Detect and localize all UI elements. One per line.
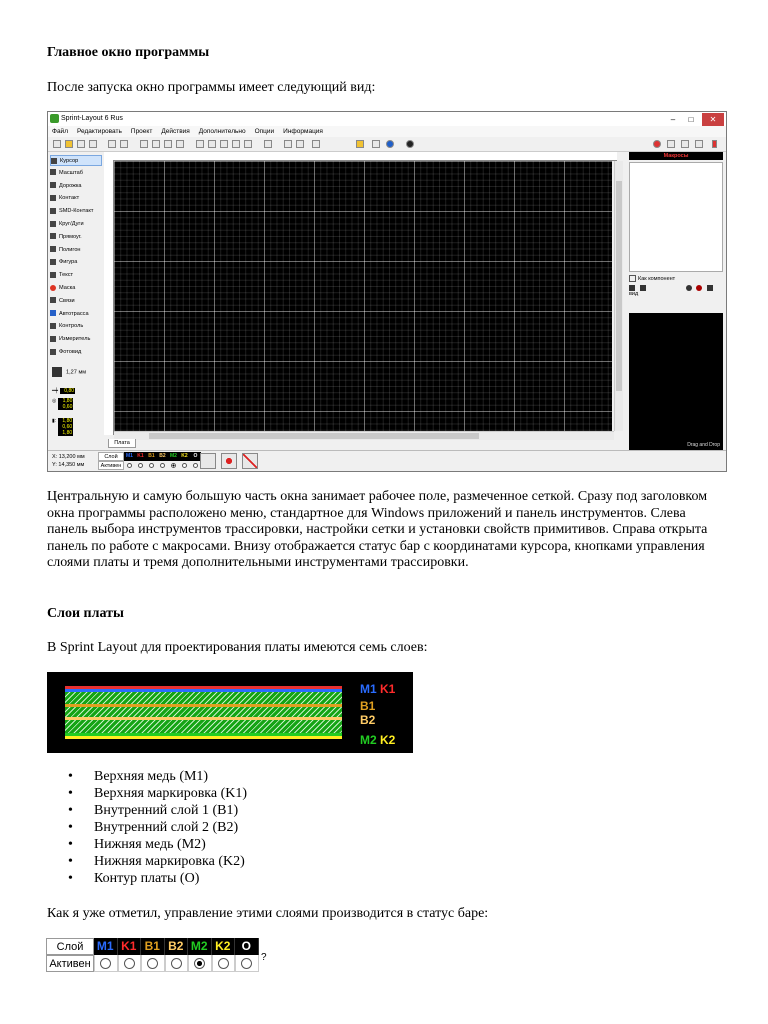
list-item: • Контур платы (O) — [68, 870, 247, 887]
tool-icon — [50, 233, 56, 239]
active-layer-radio[interactable] — [168, 461, 179, 470]
layers-list — [68, 768, 247, 887]
tool-item[interactable] — [50, 296, 102, 307]
macro-tree[interactable] — [629, 162, 723, 272]
track-width-icon: ━┿ — [52, 388, 59, 394]
ungroup-icon[interactable] — [264, 140, 272, 148]
window-titlebar — [48, 112, 726, 126]
tool-item[interactable] — [50, 206, 102, 217]
layer-row-label: Слой — [46, 938, 94, 955]
mini-active-label: Активен — [98, 461, 124, 470]
tool-label: SMD-Контакт — [59, 208, 94, 215]
layers-intro-paragraph: В Sprint Layout для проектирования платы имеются семь слоев: — [47, 640, 428, 655]
tool-icon — [50, 272, 56, 278]
tool-label: Масштаб — [59, 169, 83, 176]
tool-icon — [50, 323, 56, 329]
tool-label: Дорожка — [59, 182, 82, 189]
active-layer-radio[interactable] — [165, 955, 189, 972]
tool-label: Курсор — [60, 158, 79, 164]
radio-icon — [127, 463, 132, 468]
horizontal-ruler — [104, 152, 617, 161]
vertical-scroll-thumb[interactable] — [616, 181, 622, 391]
tool-item[interactable] — [50, 270, 102, 281]
tool-label: Автотрасса — [59, 310, 89, 317]
description-paragraph: Центральную и самую большую часть окна занимает рабочее поле, размеченное сеткой. Сразу под заголовком окна программы расположено меню, стандартное для Windows приложений и панель инструментов. Слева панель выбора инструментов трассировки, настройки сетки и установки свойств примитивов. Справа открыта панель по работе с макросами. Внизу отображается статус бар с координатами курсора, кнопками управления слоями платы и тремя дополнительными инструментами трассировки. — [47, 489, 708, 570]
align-icon[interactable] — [232, 140, 240, 148]
radio-icon — [241, 958, 252, 969]
tool-icon — [50, 182, 56, 188]
active-layer-radio[interactable] — [146, 461, 157, 470]
pad-icon: ◎ — [52, 398, 57, 404]
as-component-label: Как компонент — [638, 275, 676, 282]
tool-icon — [50, 221, 56, 227]
vertical-ruler — [104, 160, 114, 435]
help-mark[interactable]: ? — [261, 952, 267, 963]
tool-item[interactable] — [50, 347, 102, 358]
minimize-icon[interactable]: – — [670, 115, 676, 124]
active-layer-radio[interactable] — [188, 955, 212, 972]
heading-main-window: Главное окно программы — [47, 45, 210, 60]
checkbox-icon — [629, 275, 636, 282]
record-icon[interactable] — [696, 285, 702, 291]
label-k1: K1 — [380, 682, 396, 696]
mini-layer-label: Слой — [98, 452, 124, 461]
tool-item[interactable] — [50, 257, 102, 268]
rotate-icon[interactable] — [208, 140, 216, 148]
tool-item[interactable] — [50, 334, 102, 345]
pad-size-setting[interactable] — [52, 398, 73, 410]
track-width-value[interactable]: 0,80 — [60, 388, 75, 394]
person-icon[interactable] — [707, 285, 713, 291]
tool-label: Контакт — [59, 195, 80, 202]
radio-icon — [193, 463, 198, 468]
menu-item[interactable]: Дополнительно — [198, 128, 246, 135]
list-item: • Нижняя маркировка (K2) — [68, 853, 247, 870]
tool-item[interactable] — [50, 181, 102, 192]
open-folder-icon[interactable] — [65, 140, 73, 148]
menu-item[interactable]: Опции — [254, 128, 275, 135]
substrate-middle — [65, 707, 342, 717]
radio-icon — [160, 463, 165, 468]
vertical-scrollbar[interactable] — [614, 161, 623, 431]
active-layer-radio[interactable] — [212, 955, 236, 972]
status-bar — [48, 450, 726, 472]
tool-icon — [50, 195, 56, 201]
label-m2: M2 — [360, 733, 377, 747]
layer-code[interactable]: K1 — [118, 938, 142, 955]
tool-label: Фотовид — [59, 349, 82, 355]
tool-icon — [50, 349, 56, 355]
track-width-setting[interactable] — [52, 388, 75, 394]
work-area-grid[interactable] — [114, 161, 612, 431]
list-item: • Нижняя медь (M2) — [68, 836, 247, 853]
grid-value: 1,27 мм — [66, 369, 87, 376]
gerber-icon[interactable] — [681, 140, 689, 148]
tool-label: Измеритель — [59, 336, 91, 343]
label-b1: B1 — [360, 699, 376, 713]
magnifier-icon[interactable] — [356, 140, 364, 148]
radio-icon — [171, 958, 182, 969]
settings-gear-icon[interactable] — [406, 140, 414, 148]
layer-k2-strip — [65, 736, 342, 739]
drill-icon[interactable] — [695, 140, 703, 148]
tool-label: Полигон — [59, 246, 81, 253]
macro-toolbar — [629, 285, 723, 297]
drag-drop-label: Drag and Drop — [687, 442, 720, 448]
control-paragraph: Как я уже отметил, управление этими слоями производится в статус баре: — [47, 906, 489, 921]
tool-item[interactable] — [50, 245, 102, 256]
layer-code[interactable]: M1 — [94, 938, 118, 955]
smd-height-value[interactable]: 0,60 — [58, 424, 73, 430]
tool-icon — [51, 158, 57, 164]
layer-code[interactable]: K2 — [179, 452, 190, 461]
coord-x: X: 13,200 мм — [52, 454, 85, 460]
layer-code[interactable]: O — [190, 452, 201, 461]
as-component-checkbox[interactable] — [629, 275, 675, 282]
properties-icon[interactable] — [312, 140, 320, 148]
substrate-lower — [65, 720, 342, 733]
save-icon[interactable] — [77, 140, 85, 148]
horizontal-scroll-thumb[interactable] — [149, 433, 479, 439]
tool-icon — [50, 336, 56, 342]
redo-icon[interactable] — [120, 140, 128, 148]
delete-macro-icon[interactable] — [640, 285, 646, 291]
menu-item[interactable]: Редактировать — [76, 128, 122, 135]
horizontal-scrollbar[interactable] — [114, 431, 614, 440]
app-icon — [50, 114, 59, 123]
mini-layer-control — [98, 452, 201, 470]
tool-item[interactable] — [50, 219, 102, 230]
smd-extra-value[interactable]: 1,80 — [58, 430, 73, 436]
refresh-icon[interactable] — [686, 285, 692, 291]
save-macro-icon[interactable] — [629, 285, 635, 291]
macro-panel-title: Макросы — [629, 152, 723, 160]
list-item: • Внутренний слой 1 (B1) — [68, 802, 247, 819]
layer-row — [46, 938, 259, 955]
menu-item[interactable]: Информация — [283, 128, 323, 135]
tool-icon — [50, 208, 56, 214]
tool-label: Связи — [59, 297, 75, 304]
layer-code[interactable]: M2 — [168, 452, 179, 461]
active-layer-radio[interactable] — [141, 955, 165, 972]
layer-code[interactable]: M1 — [124, 452, 135, 461]
grid-icon — [52, 367, 62, 377]
radio-icon — [182, 463, 187, 468]
label-b2: B2 — [360, 713, 376, 727]
unlock-icon[interactable] — [296, 140, 304, 148]
extra-tools — [200, 453, 258, 469]
menu-item[interactable]: Файл — [52, 128, 68, 135]
crosshair-tool-icon[interactable] — [221, 453, 237, 469]
radio-icon — [124, 958, 135, 969]
tool-item[interactable] — [50, 193, 102, 204]
layer-stack-figure — [47, 672, 413, 753]
layer-code[interactable]: M2 — [188, 938, 212, 955]
tool-icon — [50, 297, 56, 303]
lock-icon[interactable] — [284, 140, 292, 148]
macro-preview[interactable] — [629, 313, 723, 450]
tool-item[interactable] — [50, 232, 102, 243]
list-item: • Верхняя медь (M1) — [68, 768, 247, 785]
close-icon[interactable]: ✕ — [702, 113, 724, 127]
active-row-label: Активен — [46, 955, 94, 972]
list-item: • Внутренний слой 2 (B2) — [68, 819, 247, 836]
grid-setting[interactable] — [52, 367, 86, 377]
program-window-screenshot — [47, 111, 727, 472]
layer-code[interactable]: B2 — [157, 452, 168, 461]
cursor-coordinates — [52, 453, 85, 469]
maximize-icon[interactable]: □ — [688, 115, 694, 124]
tool-item[interactable] — [50, 283, 102, 294]
active-layer-radio[interactable] — [157, 461, 168, 470]
tool-item[interactable] — [50, 309, 102, 320]
radio-icon — [147, 958, 158, 969]
mini-active-row — [98, 461, 201, 470]
smd-width-value[interactable]: 1,80 — [58, 418, 73, 424]
copy-icon[interactable] — [152, 140, 160, 148]
layer-code[interactable]: B1 — [141, 938, 165, 955]
main-toolbar — [48, 137, 726, 152]
stop-icon[interactable] — [653, 140, 661, 148]
panel-toggle-icon[interactable] — [712, 140, 717, 148]
active-layer-radio[interactable] — [94, 955, 118, 972]
smd-size-setting[interactable] — [52, 418, 73, 436]
radio-icon — [171, 463, 176, 468]
duplicate-icon[interactable] — [196, 140, 204, 148]
layer-code[interactable]: B2 — [165, 938, 189, 955]
window-title: Sprint-Layout 6 Rus — [61, 115, 123, 122]
tool-icon — [50, 259, 56, 265]
group-icon[interactable] — [244, 140, 252, 148]
tools-panel — [48, 152, 103, 442]
radio-icon — [194, 958, 205, 969]
radio-icon — [100, 958, 111, 969]
tool-label: Прямоуг. — [59, 233, 82, 240]
tool-label: Текст — [59, 272, 74, 279]
active-row — [46, 955, 259, 972]
tool-label: Круг/Дуги — [59, 221, 84, 227]
active-layer-radio[interactable] — [235, 955, 259, 972]
label-m1-k1 — [360, 682, 395, 696]
print-icon[interactable] — [89, 140, 97, 148]
smd-icon: ▮: — [52, 418, 57, 424]
export-icon[interactable] — [667, 140, 675, 148]
menu-item[interactable]: Проект — [130, 128, 153, 135]
pad-outer-value[interactable]: 1,80 — [58, 398, 73, 404]
label-m1: M1 — [360, 682, 377, 696]
tab-board[interactable]: Плата — [108, 439, 136, 448]
mirror-icon[interactable] — [220, 140, 228, 148]
list-item: • Верхняя маркировка (K1) — [68, 785, 247, 802]
active-layer-radio[interactable] — [124, 461, 135, 470]
layer-code[interactable]: O — [235, 938, 259, 955]
intro-paragraph: После запуска окно программы имеет следующий вид: — [47, 80, 376, 95]
layer-code[interactable]: K1 — [135, 452, 146, 461]
layer-control-bar — [46, 938, 267, 972]
tool-icon — [50, 310, 56, 316]
tool-icon — [50, 285, 56, 291]
tool-item[interactable] — [50, 155, 102, 166]
zoom-fit-icon[interactable] — [372, 140, 380, 148]
paste-icon[interactable] — [164, 140, 172, 148]
mini-layer-row — [98, 452, 201, 461]
tool-item[interactable] — [50, 321, 102, 332]
tool-label: Маска — [59, 285, 76, 291]
layer-code[interactable]: B1 — [146, 452, 157, 461]
info-icon[interactable] — [386, 140, 394, 148]
macro-panel — [627, 152, 725, 450]
label-k2: K2 — [380, 733, 396, 747]
label-m2-k2 — [360, 733, 395, 747]
active-layer-radio[interactable] — [118, 955, 142, 972]
menu-item[interactable]: Действия — [161, 128, 190, 135]
tool-label: Фигура — [59, 259, 78, 266]
cross-out-tool-icon[interactable] — [242, 453, 258, 469]
delete-icon[interactable] — [176, 140, 184, 148]
coord-y: Y: 14,350 мм — [52, 462, 85, 468]
pad-inner-value[interactable]: 0,60 — [58, 404, 73, 410]
window-controls — [666, 113, 724, 127]
autoroute-tool-icon[interactable] — [200, 453, 216, 469]
undo-icon[interactable] — [108, 140, 116, 148]
active-layer-radio[interactable] — [135, 461, 146, 470]
radio-icon — [218, 958, 229, 969]
tool-icon — [50, 169, 56, 175]
substrate-upper — [65, 692, 342, 704]
radio-icon — [138, 463, 143, 468]
tool-label: Контроль — [59, 323, 84, 330]
active-layer-radio[interactable] — [179, 461, 190, 470]
new-file-icon[interactable] — [53, 140, 61, 148]
cut-icon[interactable] — [140, 140, 148, 148]
tool-item[interactable] — [50, 168, 102, 179]
radio-icon — [149, 463, 154, 468]
heading-layers: Слои платы — [47, 606, 124, 621]
tool-icon — [50, 246, 56, 252]
view-label[interactable]: вид — [629, 291, 639, 298]
layer-code[interactable]: K2 — [212, 938, 236, 955]
